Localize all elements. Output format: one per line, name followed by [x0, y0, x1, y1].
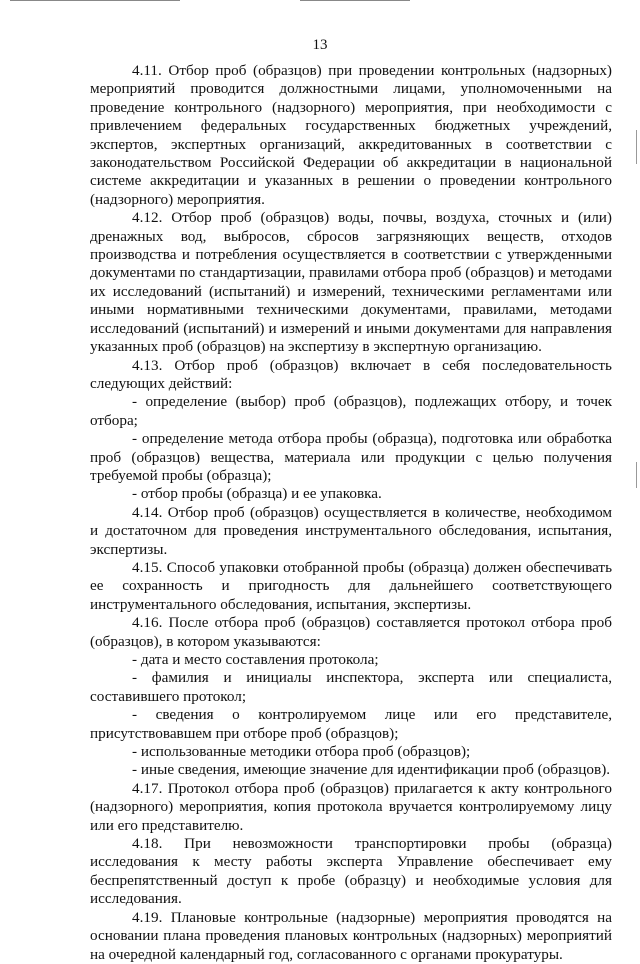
- scan-margin-mark: [636, 462, 637, 488]
- scan-edge-line: [10, 0, 180, 1]
- paragraph-4-15: 4.15. Способ упаковки отобранной пробы (образца) должен обеспечивать ее сохранность и пригодность для дальнейшего соответствующего инструментального обследования, испытания, экспертизы.: [90, 558, 612, 613]
- paragraph-4-17: 4.17. Протокол отбора проб (образцов) прилагается к акту контрольного (надзорного) мероприятия, копия протокола вручается контролируемому лицу или его представителю.: [90, 779, 612, 834]
- paragraph-4-16: 4.16. После отбора проб (образцов) составляется протокол отбора проб (образцов), в котором указываются:: [90, 614, 612, 650]
- list-item: - дата и место составления протокола;: [132, 651, 379, 668]
- paragraph-4-14: 4.14. Отбор проб (образцов) осуществляется в количестве, необходимом и достаточном для проведения инструментального обследования, испытания, экспертизы.: [90, 503, 612, 558]
- scan-margin-mark: [636, 130, 637, 164]
- list-item: - иные сведения, имеющие значение для идентификации проб (образцов).: [132, 761, 611, 779]
- list-item: - отбор пробы (образца) и ее упаковка.: [132, 485, 382, 503]
- list-item: - определение (выбор) проб (образцов), подлежащих отбору, и точек отбора;: [90, 393, 612, 429]
- paragraph-4-12: 4.12. Отбор проб (образцов) воды, почвы, воздуха, сточных и (или) дренажных вод, выбросов, сбросов загрязняющих веществ, отходов производства и потребления осуществляется в соответствии с утвержденными документами по стандартизации, правилами отбора проб (образцов) и методами их исследований (испытаний) и измерений, техническими регламентами или иными нормативными техническими документами, правилами, методами исследований (испытаний) и измерений и иными документами для направления указанных проб (образцов) на экспертизу в экспертную организацию.: [90, 209, 612, 356]
- paragraph-4-13: 4.13. Отбор проб (образцов) включает в себя последовательность следующих действий:: [90, 356, 612, 392]
- list-item: - фамилия и инициалы инспектора, эксперта или специалиста, составившего протокол;: [90, 669, 612, 705]
- page-number: 13: [312, 37, 328, 53]
- list-item: - определение метода отбора пробы (образца), подготовка или обработка проб (образцов) вещества, материала или продукции с целью получения требуемой пробы (образца);: [90, 430, 612, 484]
- paragraph-4-11: 4.11. Отбор проб (образцов) при проведении контрольных (надзорных) мероприятий проводится должностными лицами, уполномоченными на проведение контрольного (надзорного) мероприятия, при необходимости с привлечением федеральных государственных бюджетных учреждений, экспертов, экспертных организаций, аккредитованных в соответствии с законодательством Российской Федерации об аккредитации в национальной системе аккредитации и указанных в решении о проведении контрольного (надзорного) мероприятия.: [90, 62, 612, 208]
- paragraph-4-18: 4.18. При невозможности транспортировки пробы (образца) исследования к месту работы эксперта Управление обеспечивает ему беспрепятственный доступ к пробе (образцу) и необходимые условия для исследования.: [90, 835, 612, 908]
- document-body: [90, 62, 612, 964]
- list-item: - использованные методики отбора проб (образцов);: [132, 743, 471, 761]
- paragraph-4-19: 4.19. Плановые контрольные (надзорные) мероприятия проводятся на основании плана проведения плановых контрольных (надзорных) мероприятий на очередной календарный год, согласованного с органами прокуратуры.: [90, 908, 612, 963]
- scan-edge-line: [300, 0, 410, 1]
- list-item: - сведения о контролируемом лице или его представителе, присутствовавшем при отборе проб (образцов);: [90, 706, 612, 742]
